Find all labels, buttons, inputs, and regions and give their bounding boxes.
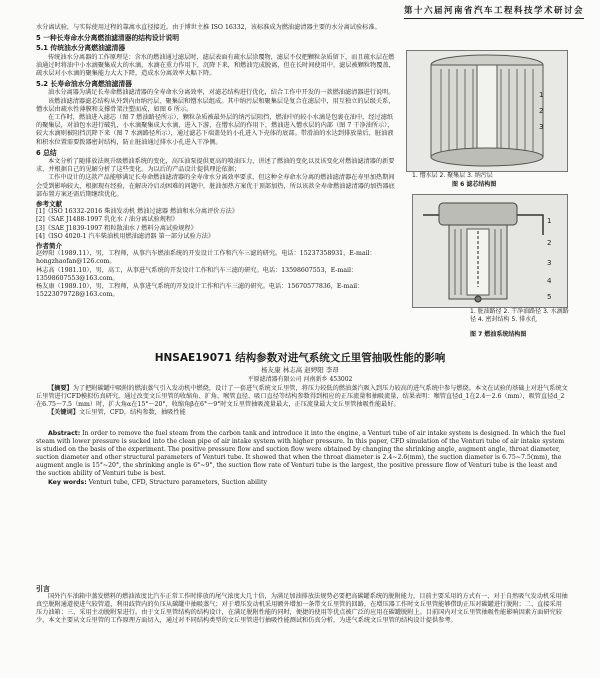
intro-heading: 引言 (36, 585, 50, 593)
figure-6-labels: 1. 憎水层 2. 聚集层 3. 纳污层 (412, 172, 493, 179)
figure-7-filter-assembly (412, 194, 568, 308)
paragraph: 该燃油滤清器滤芯结构从外到内由纳污层、聚集层和憎水层组成。其中纳污层和聚集层是复合在滤层中，用互独立的层级关系，憎水层由疏水性薄膜和支撑骨架注塑而成，如图 6 所示。 (36, 97, 395, 113)
svg-text:3: 3 (539, 123, 544, 131)
abstract-en-label: Abstract: (48, 430, 81, 437)
reference-item: [3]《SAE J1839-1997 粗粒散油水 / 燃料分离试验规程》 (36, 224, 197, 232)
author-bio-heading: 作者简介 (36, 242, 62, 251)
abstract-cn-text: 为了把附碳罐中吸附的燃油蒸气引入发动机中燃烧，设计了一套进气系统文丘里管，将压力较低的燃油蒸汽吸入到压力较高的进气系统中参与燃烧。本文在试验的基础上对进气系统文丘里管进行CFD模拟仿真研究，通过改变文丘里管的收缩角、扩角、喉管直径、吸口直径等结构参数得到相应的正压流量和抽吸流量，结果表明：喉管直径d_1在2.4～2.6（mm），吸管直径d_2在6.75～7.5（mm）时，扩大角α在15°～20°，收缩角β在6°～9°时文丘里管抽吸流量最大，正压流量最大文丘里管抽吸性能最好。 (36, 385, 568, 409)
keywords-en-text: Venturi tube, CFD, Structure parameters, Suction ability (88, 478, 267, 486)
figure-6-filter-element (406, 50, 568, 172)
keywords-cn-text: 文丘里管，CFD，结构参数，抽吸性能 (78, 409, 186, 417)
filter-assembly-drawing (413, 195, 567, 307)
abstract-en-text: In order to remove the fuel steam from the carbon tank and introduce it into the engine, a Venturi tube of air intake system is designed. In which the fuel steam with lower pressure is sucked into the clean pipe of air intake system with higher pressure. In this paper, CFD simulation of the Venturi tube of air intake system is studied on the basis of the experiment. The positive pressure flow and suction flow were obtained by changing the shrinking angle, augment angle, throat diameter, suction diameter and other structural parameters of Venturi tube. It showed that when the throat diameter is 2.4~2.6(mm), the suction diameter is 6.75~7.5(mm), the augment angle is 15°~20°, the shrinking angle is 6°~9°, the suction flow rate of Venturi tube is the largest, the positive pressure flow of Venturi tube is the least and the suction ability of Venturi tube is best. (36, 430, 566, 478)
figure-7-labels: 1. 脏油路径 2. 干净油路径 3. 水滴路径 4. 密封结构 5. 排水孔 (470, 308, 569, 323)
filter-element-drawing (407, 51, 567, 171)
reference-item: [1]《ISO 16332-2016 柴油发动机 燃油过滤器 燃油和水分离评价方法》 (36, 208, 239, 216)
paragraph: 在工作时，燃油进入滤芯（图 7 燃油路径所示），颗粒杂质被最外层的纳污层阻挡，燃油中的较小水滴是包裹在油中，经过滤纸的聚集层，对油包水进行破乳，小水滴聚集成大水滴，进入下游，在憎水层的作用下，燃油进入憎水层的内部（图 7 干净油所示），较大水滴则被阻挡沉降下来（图 7 水滴路径所示），通过滤芯下端盖处的小孔进入下壳体的底部。带滑油的水达到排放量后，脏油液和积水位置需要拨器密封结构，防止脏油通过排水小孔进入干净侧。 (36, 114, 394, 146)
paragraph: 本文分析了随排放法规升级燃油系统的变化，高压油泵提供更高的喷油压力，讲述了燃油的变化以及该变化对燃油滤清器的新要求，并根据自己的见解分析了这些变化。为以后的产品设计提供理论依据； (36, 158, 395, 174)
abstract-cn-label: 【摘要】 (48, 385, 73, 392)
article-authors: 杨友康 林志高 赵婷阳 李昂 (261, 366, 339, 374)
paragraph: 水分离试验，与实际使用过程的靠离水直径接近。由于博世主推 ISO 16332，该标准成为燃油滤清器主要的水分离试验标准。 (36, 24, 381, 31)
paragraph: 油水分离器为满足长寿命燃油滤清器的全寿命水分离效率，对滤芯结构进行优化，结合工作中开发的一款燃油滤清器进行说明。 (48, 89, 395, 97)
subsection-heading: 5.1 传统油水分离燃油滤清器 (36, 44, 126, 53)
svg-text:2: 2 (539, 107, 544, 115)
article-affiliation: 平原滤清器有限公司 河南新乡 453002 (247, 376, 353, 383)
abstract-en (36, 430, 568, 487)
svg-text:1: 1 (547, 217, 552, 225)
abstract-cn (36, 385, 568, 417)
section-heading: 6 总结 (36, 148, 57, 157)
reference-item: [2]《SAE J1488-1997 乳化水 / 油分离试验规程》 (36, 216, 179, 224)
subsection-heading: 5.2 长寿命油水分离燃油滤清器 (36, 80, 132, 89)
figure-6-caption: 图 6 滤芯结构图 (452, 181, 497, 188)
intro-text: 国外汽车油箱中蒸发燃料的燃油浓度比汽车正常工作时排放的尾气浓度大几十倍，为满足加油排放法规势必要把高碳罐系统的脱附能力，目前主要采用的方式有一、对于自然吸气发动机采用抽真空脱附通道使进气较管道，利用歧管内的负压从碳罐中抽吸蒸气；对于增压发动机采用额外增加一条带文丘里管的回路，在增压器工作时文丘里管能够借助正压对碳罐进行脱附；二、直接采用压力油箱；三、采用主动脱附泵进行。由于文丘里管结构的结构设计，在满足脱附性能的同时，便捷的使用等优点被广泛的应用在碳罐脱附上。目前国内对文丘里管抽吸性能影响因素方面研究较少，本文主要从文丘里管的工作原理方面切入，通过对不同结构类型的文丘里管进行抽吸性能测试和仿真分析，为进气系统文丘里管的结构设计提供参考。 (36, 593, 568, 625)
article-title: HNSAE19071 结构参数对进气系统文丘里管抽吸性能的影响 (154, 352, 446, 364)
references-heading: 参考文献 (36, 200, 62, 209)
keywords-en-label: Key words: (48, 478, 87, 486)
author-bio: 林志高（1981.10），男，高工，从事进气系统的开发设计工作和汽车三滤的研究。电话：13598607553，E-mail：13598607553@163.com。 (36, 266, 358, 282)
reference-item: [4]《ISO 4020-1 汽车柴油机用燃油滤清器 第一部分试验方法》 (36, 232, 215, 240)
svg-text:2: 2 (547, 239, 552, 247)
author-bio: 杨友康（1989.10），男，工程师，从事进气系统的开发设计工作和汽车三滤的研究。电话：15670577836，E-mail：15223079728@163.com。 (36, 283, 364, 299)
left-column (36, 24, 398, 300)
paragraph: 传统油水分离器的工作原理是：含水的燃油通过滤层时，滤层表面有疏水层涂覆物，滤层不仅把颗粒杂质留下，而且疏水层在燃油通过时将油中小水滴聚集成大的水滴，水滴在重力作用下，沉降下来，和燃油完成脱离，但在长时间使用中，滤层被颗粒物覆盖，疏水层对小水滴的聚集能力大大下降，造成水分离效率大幅下降。 (36, 53, 395, 78)
svg-text:3: 3 (547, 259, 552, 267)
figure-7-caption: 图 7 燃油系统结构图 (470, 331, 527, 338)
paragraph: 工作中设计的这款产品能够满足长寿命燃油滤清器的全寿命水分离效率要求，但这种全寿命水分离的燃油滤清器在寿里加热期间会受到影响较大，根据现有经验，在解决冷启动困难的问题中，脏油加热方案优于顶部加热，所以该款全寿命燃油滤清器的加热器底部布置方案还需后期继续优化。 (36, 174, 395, 198)
introduction (36, 585, 568, 625)
section-heading: 5 一种长寿命水分离燃油滤清器的结构设计说明 (36, 34, 180, 43)
svg-text:4: 4 (547, 277, 552, 285)
svg-text:1: 1 (539, 91, 544, 99)
author-bio: 赵婷阳（1989.11），男，工程师，从事汽车燃油系统的开发设计工作和汽车三滤的研究。电话：15237358931，E-mail：hongzhaofan@126.com。 (36, 250, 376, 266)
svg-text:5: 5 (547, 293, 552, 301)
keywords-cn-label: 【关键词】 (48, 409, 79, 417)
running-head: 第十六届河南省汽车工程科技学术研讨会 (404, 4, 584, 19)
